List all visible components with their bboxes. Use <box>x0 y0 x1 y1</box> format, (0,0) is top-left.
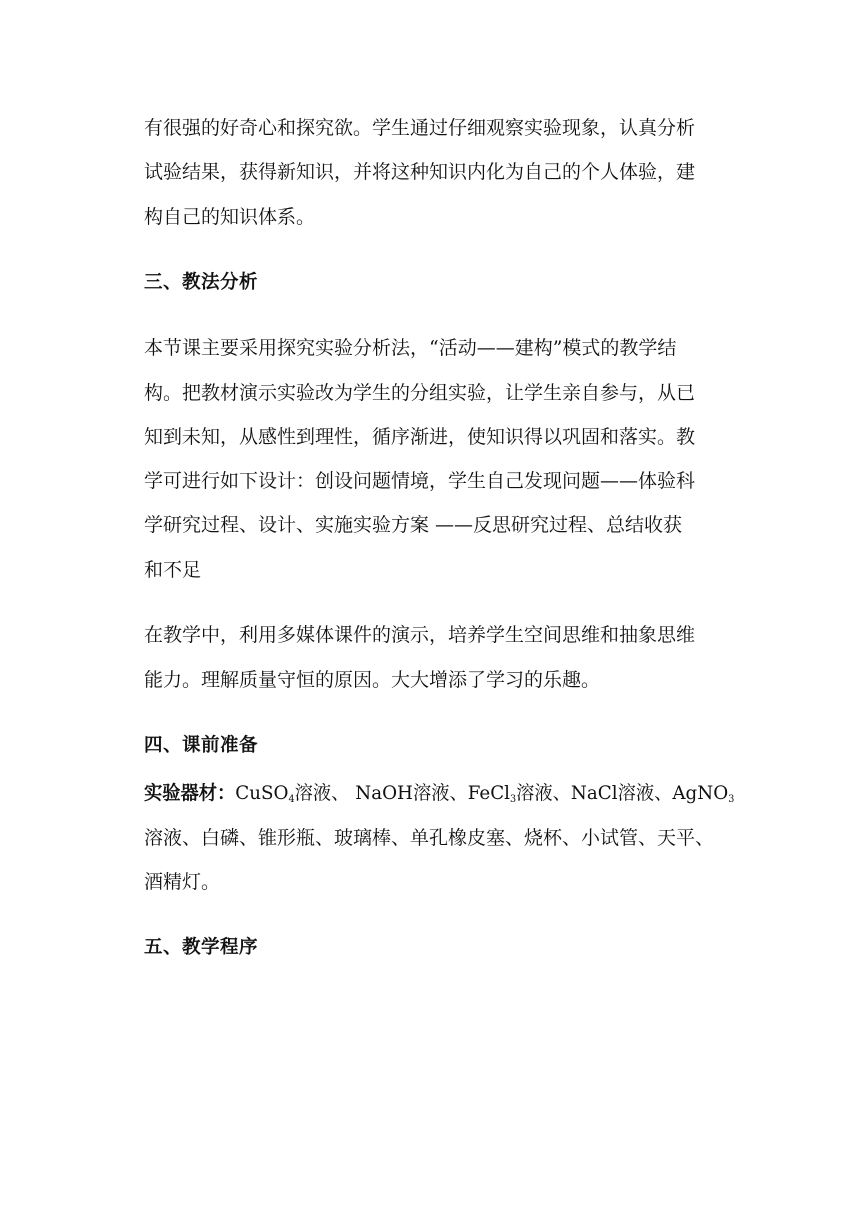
text-line: 有很强的好奇心和探究欲。学生通过仔细观察实验现象，认真分析 <box>144 117 696 139</box>
text-line: 本节课主要采用探究实验分析法，“活动——建构”模式的教学结 <box>144 337 677 359</box>
text-line: 构自己的知识体系。 <box>144 206 316 228</box>
section-heading-teaching-method: 三、教法分析 <box>144 272 259 293</box>
text-line: 在教学中，利用多媒体课件的演示，培养学生空间思维和抽象思维 <box>144 624 696 646</box>
text-line: 能力。理解质量守恒的原因。大大增添了学习的乐趣。 <box>144 669 601 691</box>
subscript: 3 <box>510 794 517 805</box>
text-line: 和不足 <box>144 559 202 581</box>
materials-text: 溶液、 NaOH溶液、FeCl <box>294 782 511 804</box>
text-line: 构。把教材演示实验改为学生的分组实验，让学生亲自参与，从已 <box>144 382 696 404</box>
text-line: 试验结果，获得新知识，并将这种知识内化为自己的个人体验，建 <box>144 161 696 183</box>
subscript: 3 <box>728 794 735 805</box>
text-line: 学研究过程、设计、实施实验方案 ——反思研究过程、总结收获 <box>144 514 683 536</box>
materials-line-3: 酒精灯。 <box>144 871 221 893</box>
materials-text: 溶液、NaCl溶液、AgNO <box>516 782 729 804</box>
text-line: 学可进行如下设计：创设问题情境，学生自己发现问题——体验科 <box>144 470 696 492</box>
materials-line-2: 溶液、白磷、锥形瓶、玻璃棒、单孔橡皮塞、烧杯、小试管、天平、 <box>144 827 715 849</box>
text-line: 知到未知，从感性到理性，循序渐进，使知识得以巩固和落实。教 <box>144 426 696 448</box>
section-heading-preparation: 四、课前准备 <box>144 735 259 756</box>
chem-cuso4: CuSO <box>235 782 289 804</box>
materials-line-1 <box>144 780 734 806</box>
materials-label: 实验器材： <box>144 782 236 804</box>
subscript: 4 <box>288 794 295 805</box>
section-heading-procedure: 五、教学程序 <box>144 937 259 958</box>
